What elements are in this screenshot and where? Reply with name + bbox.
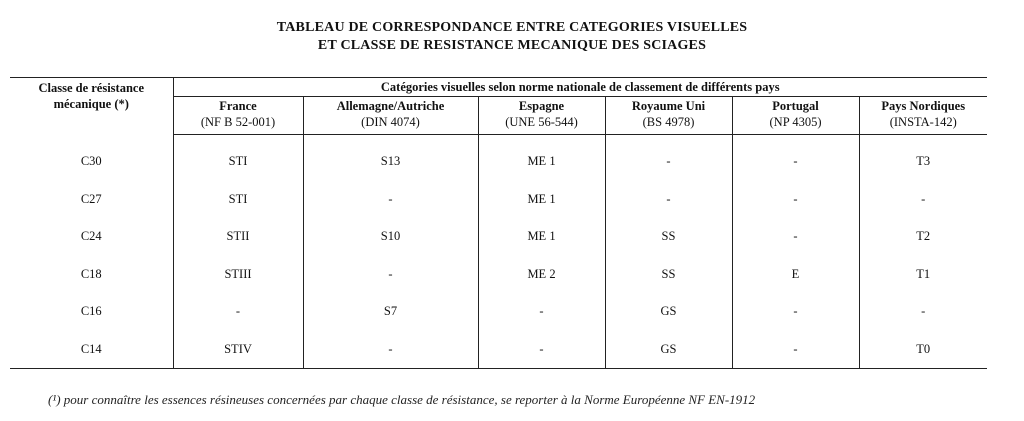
classe-cell: C24 [10,218,173,256]
page-title-line-1: TABLEAU DE CORRESPONDANCE ENTRE CATEGORIES VISUELLES [276,20,748,35]
classe-cell: C16 [10,293,173,331]
table-cell: T0 [916,341,931,356]
table-cell: - [173,293,303,331]
table-cell: S13 [303,143,478,181]
country-name: Allemagne/Autriche [336,99,445,113]
table-cell: - [303,331,478,369]
table-cell: ME 1 [478,218,605,256]
country-name: France [219,99,257,113]
table-row [10,293,987,331]
table-cell: - [732,218,859,256]
table-cell: T3 [916,154,931,168]
table-row [10,218,987,256]
categories-header: Catégories visuelles selon norme nationale de classement de différents pays [173,78,987,97]
table-cell: - [732,143,859,181]
classe-header-line-2: mécanique (*) [53,97,129,111]
classe-cell: C14 [10,331,173,369]
table-cell: STIV [173,331,303,369]
table-row [10,256,987,294]
table-cell: - [478,293,605,331]
country-name: Portugal [772,99,819,113]
country-standard: (INSTA-142) [889,115,957,129]
country-header-pays-nordiques [859,97,987,135]
table-cell: - [921,191,926,206]
table-cell: - [732,331,859,369]
country-standard: (DIN 4074) [361,115,420,129]
table-cell: ME 1 [478,143,605,181]
table-cell: E [732,256,859,294]
country-standard: (UNE 56-544) [505,115,578,129]
classe-header-line-1: Classe de résistance [38,81,145,95]
table-cell: SS [605,218,732,256]
country-standard: (NF B 52-001) [200,115,276,129]
table-cell: ME 2 [478,256,605,294]
classe-cell: C27 [10,181,173,219]
country-header-royaume-uni [605,97,732,135]
classe-cell: C18 [10,256,173,294]
table-cell: T1 [916,266,931,281]
table-cell: SS [605,256,732,294]
table-cell: S10 [303,218,478,256]
table-cell: - [605,181,732,219]
table-cell: - [303,256,478,294]
table-cell: GS [605,293,732,331]
table-cell: - [478,331,605,369]
table-cell: STI [173,143,303,181]
country-name: Pays Nordiques [881,99,966,113]
table-cell: STI [173,181,303,219]
table-cell: GS [605,331,732,369]
correspondence-table [10,77,987,369]
country-standard: (BS 4978) [642,115,695,129]
table-cell: ME 1 [478,181,605,219]
table-cell: - [303,181,478,219]
country-header-espagne [478,97,605,135]
country-header-portugal [732,97,859,135]
table-cell: - [921,304,926,318]
country-standard: (NP 4305) [769,115,822,129]
page-title-line-2: ET CLASSE DE RESISTANCE MECANIQUE DES SCIAGES [317,38,707,53]
country-name: Espagne [518,99,565,113]
table-cell: STII [173,218,303,256]
table-cell: T2 [916,229,931,243]
classe-cell: C30 [10,143,173,181]
table-cell: - [605,143,732,181]
country-name: Royaume Uni [631,99,706,113]
classe-header [10,78,173,135]
country-header-france [173,97,303,135]
table-row [10,331,987,369]
table-cell: - [732,181,859,219]
table-cell: - [732,293,859,331]
table-row [10,181,987,219]
country-header-allemagne-autriche [303,97,478,135]
table-cell: S7 [303,293,478,331]
footnote: (¹) pour connaître les essences résineuses concernées par chaque classe de résistance, se reporter à la Norme Européenne NF EN-1912 [48,392,756,407]
table-row [10,143,987,181]
table-cell: STIII [173,256,303,294]
